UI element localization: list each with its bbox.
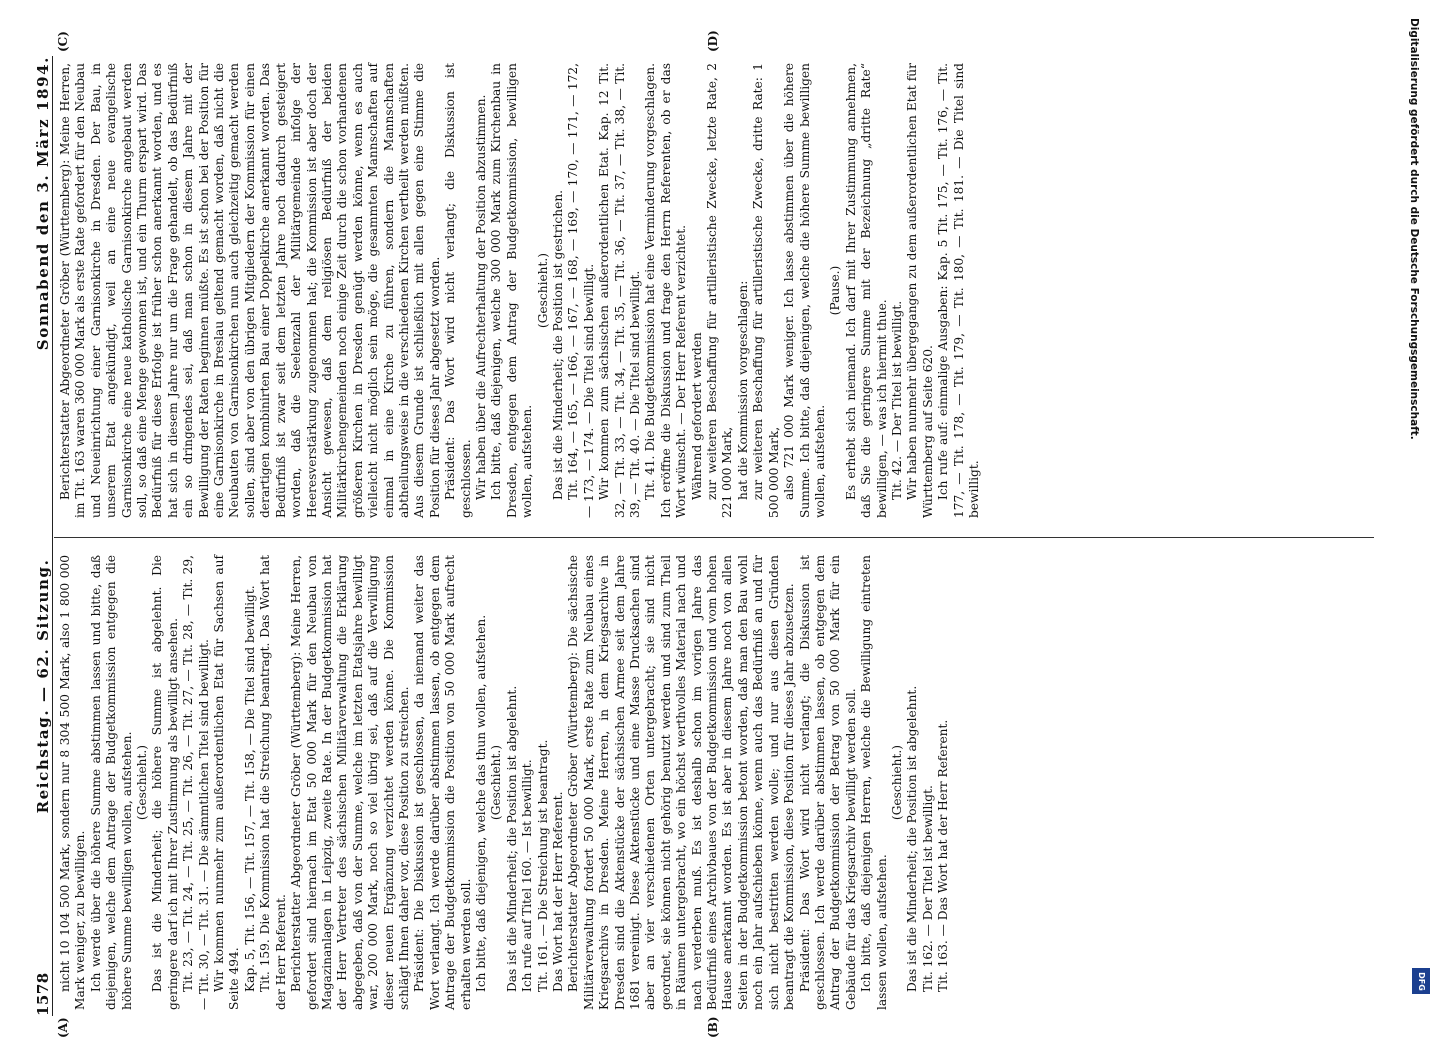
left-column-paragraph: Tit. 23, — Tit. 24, — Tit. 25, — Tit. 26, — Tit. 27, — Tit. 28, — Tit. 29, — Tit. 30, — Tit. 31. — Die sämmtlichen Titel sind bewilligt. (181, 555, 212, 1010)
right-column-paragraph: Präsident: Das Wort wird nicht verlangt; die Diskussion ist geschlossen. (443, 63, 474, 518)
right-column-paragraph: hat die Kommission vorgeschlagen: (736, 63, 751, 518)
document-page (18, 56, 1390, 1016)
left-column-paragraph: Tit. 162. — Der Titel ist bewilligt. (921, 555, 936, 1010)
left-column-paragraph: (Geschieht.) (890, 555, 905, 1010)
right-column-paragraph: Berichterstatter Abgeordneter Gröber (Württemberg): Meine Herren, im Tit. 163 waren 360 000 Mark als erste Rate gefordert für den Neubau und Neueinrichtung einer Garnisonkirche in Dresden. Der Bau, in unserem Etat angekündigt, weil an eine neue evangelische Garnisonkirche eine neue katholische Garnisonkirche angebaut werden soll, so daß eine Menge gewonnen ist, und ein Thurm erspart wird. Das Bedürfniß für diese Erfolge ist früher schon anerkannt worden, und es hat sich in diesem Jahre nur um die Frage gehandelt, ob das Bedürfniß ein so dringendes sei, daß man schon in diesem Jahre mit der Bewilligung der Raten beginnen müßte. Es ist schon bei der Position für eine Garnisonkirche in Breslau geltend gemacht worden, daß nicht die Neubauten von Garnisonkirchen nun auch gleichzeitig gemacht werden sollen, sind aber von den übrigen Mitgliedern der Kommission für einen derartigen kombinirten Bau einer Doppelkirche anerkannt worden. Das Bedürfniß ist zwar seit dem letzten Jahre noch dadurch gesteigert worden, daß die Seelenzahl der Militärgemeinde infolge der Heeresverstärkung zugenommen hat; die Kommission ist aber doch der Ansicht gewesen, daß dem religiösen Bedürfniß der beiden Militärkirchengemeinden noch einige Zeit durch die schon vorhandenen größeren Kirchen in Dresden genügt werden könne, wenn es auch vielleicht nicht möglich sein möge, die gesammten Mannschaften auf einmal in eine Kirche zu führen, sondern die Mannschaften abtheilungsweise in die verschiedenen Kirchen vertheilt werden müßten. Aus diesem Grunde ist schließlich mit allen gegen eine Stimme die Position für dieses Jahr abgesetzt worden. (58, 63, 443, 518)
left-column-paragraph: Berichterstatter Abgeordneter Gröber (Württemberg): Meine Herren, gefordert sind hiernach im Etat 50 000 Mark für den Neubau von Magazinanlagen in Leipzig, zweite Rate. In der Budgetkommission hat der Herr Vertreter des sächsischen Militärverwaltung die Erklärung abgegeben, daß von der Summe, welche im letzten Etatsjahre bewilligt war, 200 000 Mark, noch so viel übrig sei, daß auf die Verwilligung dieser neuen Ergänzung verzichtet werden könne. Die Kommission schlägt Ihnen daher vor, diese Position zu streichen. (289, 555, 412, 1010)
session-date: Sonnabend den 3. März 1894. (34, 56, 52, 436)
left-column-paragraph: Tit. 161. — Die Streichung ist beantragt. (536, 555, 551, 1010)
right-column-paragraph: Wir kommen zum sächsischen außerordentlichen Etat. Kap. 12 Tit. 32, — Tit. 33, — Tit. 34, — Tit. 35, — Tit. 36, — Tit. 37, — Tit. 38, — Tit. 39, — Tit. 40. — Die Titel sind bewilligt. (597, 63, 643, 518)
dfg-logo-label: DFG (1417, 972, 1426, 991)
page-title: Reichstag. — 62. Sitzung. (34, 436, 52, 936)
left-column-paragraph: Ich bitte, daß diejenigen, welche das thun wollen, aufstehen. (474, 555, 489, 1010)
left-column-paragraph: Präsident: Die Diskussion ist geschlossen, da niemand weiter das Wort verlangt. Ich werde darüber abstimmen lassen, ob entgegen dem Antrage der Budgetkommission die Position von 50 000 Mark aufrecht erhalten werden soll. (412, 555, 474, 1010)
scanned-page (18, 56, 1390, 1016)
right-column-paragraph: Es erhebt sich niemand. Ich darf mit Ihrer Zustimmung annehmen, daß Sie die geringere Summe mit der Bezeichnung „dritte Rate“ bewilligen, — was ich hiermit thue. (844, 63, 890, 518)
dfg-logo (1412, 968, 1430, 994)
margin-mark-a: (A) (56, 1017, 70, 1038)
left-column-paragraph: Ich werde über die höhere Summe abstimmen lassen und bitte, daß diejenigen, welche dem Antrage der Budgetkommission entgegen die höhere Summe bewilligen wollen, aufstehen. (89, 555, 135, 1010)
left-column-paragraph: Ich rufe auf Titel 160. — Ist bewilligt. (520, 555, 535, 1010)
left-column (58, 555, 952, 1010)
margin-mark-c: (C) (56, 31, 70, 52)
right-column-paragraph: (Pause.) (828, 63, 843, 518)
right-column-paragraph: (Geschieht.) (536, 63, 551, 518)
left-column-paragraph: Wir kommen nunmehr zum außerordentlichen Etat für Sachsen auf Seite 494. (212, 555, 243, 1010)
column-divider (54, 537, 1374, 538)
left-column-paragraph: nicht 10 104 500 Mark, sondern nur 8 304 500 Mark, also 1 800 000 Mark weniger, zu bewilligen. (58, 555, 89, 1010)
page-header (18, 56, 53, 1016)
right-column-paragraph: Tit. 41. Die Budgetkommission hat eine Verminderung vorgeschlagen. Ich eröffne die Diskussion und frage den Herrn Referenten, ob er das Wort wünscht. — Der Herr Referent verzichtet. (643, 63, 689, 518)
left-column-paragraph: Das ist die Minderheit; die höhere Summe ist abgelehnt. Die geringere darf ich mit Ihrer Zustimmung als bewilligt ansehen. (150, 555, 181, 1010)
margin-mark-b: (B) (706, 1017, 720, 1038)
left-column-paragraph: Das Wort hat der Herr Referent. (551, 555, 566, 1010)
right-column-paragraph: zur weiteren Beschaffung für artilleristische Zwecke, letzte Rate, 2 221 000 Mark, (705, 63, 736, 518)
right-column (58, 63, 982, 518)
digitization-note: Digitalisierung gefördert durch die Deutsche Forschungsgemeinschaft. (1408, 18, 1420, 440)
right-column-paragraph: also 721 000 Mark weniger. Ich lasse abstimmen über die höhere Summe. Ich bitte, daß diejenigen, welche die höhere Summe bewilligen wollen, aufstehen. (782, 63, 828, 518)
right-column-paragraph: Während gefordert werden (690, 63, 705, 518)
left-column-paragraph: (Geschieht.) (489, 555, 504, 1010)
left-column-paragraph: Tit. 163. — Das Wort hat der Herr Referent. (936, 555, 951, 1010)
right-column-paragraph: Tit. 164, — 165, — 166, — 167, — 168, — 169, — 170, — 171, — 172, — 173, — 174. — Die Titel sind bewilligt. (566, 63, 597, 518)
right-column-paragraph: zur weiteren Beschaffung für artilleristische Zwecke, dritte Rate: 1 500 000 Mark, (751, 63, 782, 518)
right-column-paragraph: Ich bitte, daß diejenigen, welche 300 000 Mark zum Kirchenbau in Dresden, entgegen dem Antrag der Budgetkommission, bewilligen wollen, aufstehen. (489, 63, 535, 518)
left-column-paragraph: (Geschieht.) (135, 555, 150, 1010)
left-column-paragraph: Kap. 5, Tit. 156, — Tit. 157, — Tit. 158, — Die Titel sind bewilligt. (243, 555, 258, 1010)
margin-mark-d: (D) (706, 30, 720, 52)
left-column-paragraph: Präsident: Das Wort wird nicht verlangt; die Diskussion ist geschlossen. Ich werde darüber abstimmen lassen, ob entgegen dem Antrag der Budgetkommission der Betrag von 50 000 Mark für ein Gebäude für das Kriegsarchiv bewilligt werden soll. (798, 555, 860, 1010)
right-column-paragraph: Das ist die Minderheit; die Position ist gestrichen. (551, 63, 566, 518)
right-column-paragraph: Ich rufe auf: einmalige Ausgaben: Kap. 5 Tit. 175, — Tit. 176, — Tit. 177, — Tit. 178, — Tit. 179, — Tit. 180, — Tit. 181. — Die Titel sind bewilligt. (936, 63, 982, 518)
right-column-paragraph: Wir haben über die Aufrechterhaltung der Position abzustimmen. (474, 63, 489, 518)
page-number: 1578 (34, 936, 52, 1016)
right-column-paragraph: Wir haben nunmehr übergegangen zu dem außerordentlichen Etat für Württemberg auf Seite 620. (905, 63, 936, 518)
left-column-paragraph: Berichterstatter Abgeordneter Gröber (Württemberg): Die sächsische Militärverwaltung fordert 50 000 Mark, erste Rate zum Neubau eines Kriegsarchivs in Dresden. Meine Herren, in dem Kriegsarchive in Dresden sind die Aktenstücke der sächsischen Armee seit dem Jahre 1681 vereinigt. Diese Aktenstücke und eine Masse Drucksachen sind aber an vier verschiedenen Orten untergebracht; sie sind nicht geordnet, sie können nicht gehörig benutzt werden und sind zum Theil in Räumen untergebracht, wo ein höchst werthvolles Material nach und nach verderben muß. Es ist deshalb schon im vorigen Jahre das Bedürfniß eines Archivbaues von der Budgetkommission und vom hohen Hause anerkannt worden. Es ist aber in diesem Jahre noch von allen Seiten in der Budgetkommission betont worden, daß man den Bau wohl noch ein Jahr aufschieben könne, wenn auch das Bedürfniß an und für sich nicht bestritten werden wolle; und nur aus diesen Gründen beantragt die Kommission, diese Position für dieses Jahr abzusetzen. (566, 555, 797, 1010)
left-column-paragraph: Das ist die Minderheit; die Position ist abgelehnt. (905, 555, 920, 1010)
left-column-paragraph: Tit. 159. Die Kommission hat die Streichung beantragt. Das Wort hat der Herr Referent. (258, 555, 289, 1010)
left-column-paragraph: Das ist die Minderheit; die Position ist abgelehnt. (505, 555, 520, 1010)
left-column-paragraph: Ich bitte, daß diejenigen Herren, welche die Bewilligung eintreten lassen wollen, aufstehen. (859, 555, 890, 1010)
right-column-paragraph: Tit. 42. — Der Titel ist bewilligt. (890, 63, 905, 518)
